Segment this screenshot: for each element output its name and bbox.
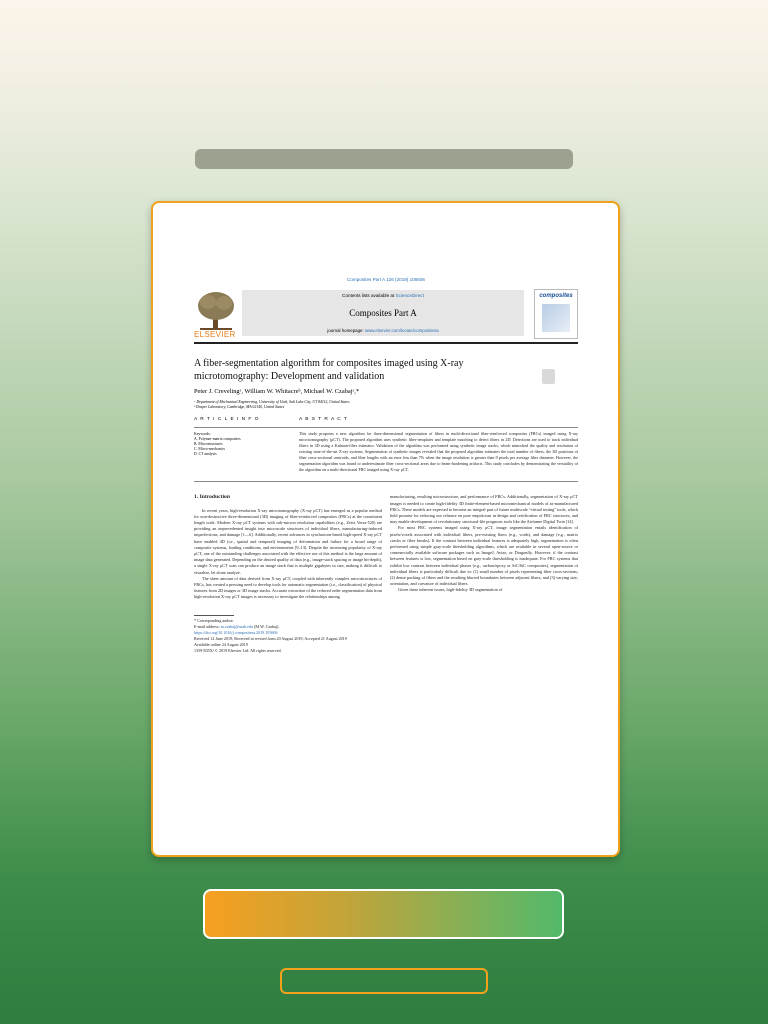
affiliations — [194, 400, 578, 410]
abstract-text: This study proposes a new algorithm for three-dimensional segmentation of fibers in multi-directional fiber-reinforced composites (FRCs) imaged using X-ray microtomography (μCT). The proposed algorithm uses synthetic fiber-templates and template matching to detect fibers in 2D. Detections are used to track individual fibers in 3D using a Kalman-filter estimator. Validation of the algorithm was performed using synthetic image stacks, which mimicked the quality and resolution of existing state-of-the-art X-ray systems. Segmentation of synthetic images revealed that the proposed algorithm estimates the total number of fibers, the 3D positions of fiber cross-sectional centroids, and fiber lengths with an error less than 7% when the image resolution is greater than 9 pixels per average fiber diameter. However, the segmentation algorithm was found to underestimate fiber cross-sectional areas due to beam-hardening artifacts. This study concludes by demonstrating the versatility of the algorithm on a multi-directional FRC imaged using X-ray μCT. — [299, 427, 578, 473]
keyword-item: A. Polymer-matrix composites — [194, 437, 241, 442]
journal-name: Composites Part A — [349, 308, 417, 318]
affiliation-b: ᵇ Draper Laboratory, Cambridge, MA 02140, United States — [194, 405, 285, 410]
email-link[interactable]: m.czabaj@utah.edu — [220, 623, 254, 629]
footnotes — [194, 615, 578, 654]
journal-citation[interactable]: Composites Part A 126 (2019) 105606 — [347, 277, 425, 282]
article-info-heading: A R T I C L E I N F O — [194, 417, 260, 423]
paragraph: For most FRC systems imaged using X-ray μCT, image segmentation entails identification of pixels/voxels associated with individual fibers, pre-existing flaws (e.g., voids), and damage (e.g., matrix cracks or fiber breaks). If the contrast between individual features is adequately high, segmentation is often performed using simple gray-scale thresholding algorithms, which are available in several open-source or commercially available software packages such as ImageJ, Avizo, or Dragonfly. However, if the contrast between features is low, segmentation based on gray-scale thresholding is inadequate. For FRC systems that exhibit low contrast between individual phases (e.g., carbon/epoxy or SiC/SiC composites), segmentation of individual fibers is particularly difficult due to: (1) small number of pixels representing fiber cross-sections; (2) dense packing of fibers and the resulting blurred boundaries between adjacent fibers; and (3) varying size, orientation, and curvature of individual fibers. — [390, 525, 578, 587]
author-list: Peter J. Crevelingᵃ, William W. Whitacreᵇ, Michael W. Czabajᵃ,* — [194, 388, 360, 395]
title-placeholder-bar — [195, 149, 573, 169]
corresponding-author: * Corresponding author. — [194, 617, 234, 623]
contents-prefix: Contents lists available at — [342, 293, 396, 298]
abstract-column — [299, 417, 578, 473]
keyword-item: D. CT analysis — [194, 452, 217, 457]
paragraph: The sheer amount of data derived from X-ray μCT, coupled with inherently complex microstructures of FRCs, has created a pressing need to develop tools for automatic segmentation (i.e., classification) of physical features from 2D images or 3D image stacks. Accurate extraction of the reduced order segmentation data from high-resolution X-ray μCT images is necessary to investigate the relationships among — [194, 575, 382, 600]
homepage-line — [242, 328, 524, 333]
email-prefix: E-mail address: — [194, 623, 221, 629]
email-suffix: (M.W. Czabaj). — [253, 623, 280, 629]
paper-page — [194, 277, 578, 654]
journal-masthead — [194, 290, 578, 344]
available-online: Available online 24 August 2019 — [194, 641, 248, 647]
affiliation-a: ᵃ Department of Mechanical Engineering, University of Utah, Salt Lake City, UT 84112, United States — [194, 400, 350, 404]
section-heading: 1. Introduction — [194, 494, 230, 501]
doi-link[interactable]: https://doi.org/10.1016/j.compositesa.2019.105606 — [194, 629, 278, 635]
copyright: 1359-835X/ © 2019 Elsevier Ltd. All rights reserved. — [194, 647, 282, 653]
homepage-prefix: journal homepage: — [327, 328, 365, 333]
check-for-updates-icon[interactable] — [542, 369, 555, 384]
primary-action-button[interactable] — [203, 889, 564, 939]
abstract-heading: A B S T R A C T — [299, 417, 348, 423]
body-column-left — [194, 494, 382, 600]
cover-title: composites — [539, 293, 573, 299]
body-column-right — [390, 494, 578, 600]
journal-cover-thumbnail — [534, 289, 578, 339]
elsevier-logo — [194, 290, 238, 340]
article-title: A fiber-segmentation algorithm for composites imaged using X-ray microtomography: Development and validation — [194, 358, 464, 382]
article-info-column — [194, 417, 299, 473]
received-dates: Received 12 June 2019; Received in revised form 20 August 2019; Accepted 21 August 2019 — [194, 635, 347, 641]
footnote-rule — [194, 615, 234, 616]
paragraph: Given these inherent issues, high-fidelity 3D segmentation of — [398, 587, 503, 593]
secondary-action-button[interactable] — [280, 968, 488, 994]
elsevier-tree-icon — [194, 290, 238, 332]
body-columns — [194, 494, 578, 600]
article-front-matter — [194, 417, 578, 473]
keyword-item: C. Micro-mechanics — [194, 447, 225, 452]
journal-header-box — [242, 290, 524, 336]
elsevier-wordmark: ELSEVIER — [194, 330, 236, 339]
keywords-label: Keywords: — [194, 432, 211, 437]
cover-image — [542, 304, 570, 332]
contents-line — [242, 293, 524, 298]
paragraph: In recent years, high-resolution X-ray microtomography (X-ray μCT) has emerged as a popular method for non-destructive three-dimensional (3D) imaging of fiber-reinforced composites (FRCs) at the constituent length scale. Modern X-ray μCT systems with sub-micron resolution capabilities (e.g., Zeiss Versa-520) are providing an unprecedented insight into microscale structures of individual fibers, manufacturing-induced imperfections, and damage [1—6]. Additionally, recent advances in synchrotron-based high-speed X-ray μCT have enabled 4D (i.e., spatial and temporal) imaging of deformation and failure for a broad range of composite systems, loading conditions, and environments [9–13]. Despite the increasing popularity of X-ray μCT, one of the outstanding challenges associated with the effective use of this method is the large amount of image data generated. Depending on the desired quality of data (e.g., image-stack spacing or image bit-depth), a single X-ray μCT scan can produce an image stack that is multiple gigabytes in size, making it difficult to visualize, let alone analyze. — [194, 507, 382, 575]
homepage-link[interactable]: www.elsevier.com/locate/compositesa — [364, 328, 439, 333]
section-divider — [194, 481, 578, 482]
keywords-block — [194, 427, 299, 457]
paper-preview-card[interactable] — [151, 201, 620, 857]
sciencedirect-link[interactable]: ScienceDirect — [395, 293, 424, 298]
paragraph: manufacturing, resulting microstructure, and performance of FRCs. Additionally, segmentation of X-ray μCT images is needed to create high-fidelity 3D finite-element-based micromechanical models of as-manufactured FRCs. These models are expected to become an integral part of future multiscale “virtual testing” tools, which hold promise for reducing our reliance on pure empiricism in design and certification of FRC structures, and may enable development of revolutionary structural-life prognosis tools like the Airframe Digital Twin [14]. — [390, 494, 578, 525]
keyword-item: B. Microstructures — [194, 442, 223, 447]
